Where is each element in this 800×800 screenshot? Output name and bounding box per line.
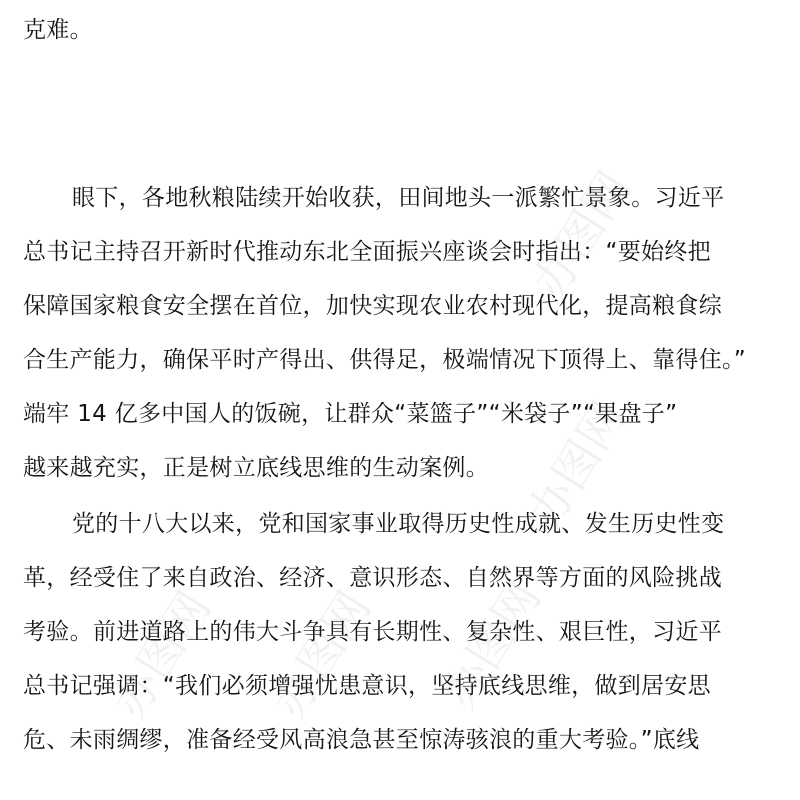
watermark: 办图网: [102, 581, 222, 728]
watermark: 办图网: [432, 571, 552, 718]
paragraph-line: 端牢 14 亿多中国人的饭碗，让群众“菜篮子”“米袋子”“果盘子”: [23, 401, 678, 427]
paragraph-line: 眼下，各地秋粮陆续开始收获，田间地头一派繁忙景象。习近平: [72, 185, 725, 211]
paragraph-line: 克难。: [23, 17, 93, 43]
watermark: 办图网: [262, 581, 382, 728]
paragraph-line: 合生产能力，确保平时产得出、供得足，极端情况下顶得上、靠得住。”: [23, 347, 747, 373]
paragraph-line: 越来越充实，正是树立底线思维的生动案例。: [23, 455, 489, 481]
paragraph-line: 考验。前进道路上的伟大斗争具有长期性、复杂性、艰巨性，习近平: [23, 619, 722, 645]
watermark: 办图网: [517, 391, 637, 538]
paragraph-line: 保障国家粮食安全摆在首位，加快实现农业农村现代化，提高粮食综: [23, 293, 722, 319]
paragraph-line: 党的十八大以来，党和国家事业取得历史性成就、发生历史性变: [72, 511, 725, 537]
paragraph-line: 总书记主持召开新时代推动东北全面振兴座谈会时指出：“要始终把: [23, 239, 711, 265]
paragraph-line: 危、未雨绸缪，准备经受风高浪急甚至惊涛骇浪的重大考验。”底线: [23, 727, 700, 753]
paragraph-line: 革，经受住了来自政治、经济、意识形态、自然界等方面的风险挑战: [23, 565, 722, 591]
watermark: 办图网: [522, 161, 642, 308]
paragraph-line: 总书记强调：“我们必须增强忧患意识，坚持底线思维，做到居安思: [23, 673, 711, 699]
